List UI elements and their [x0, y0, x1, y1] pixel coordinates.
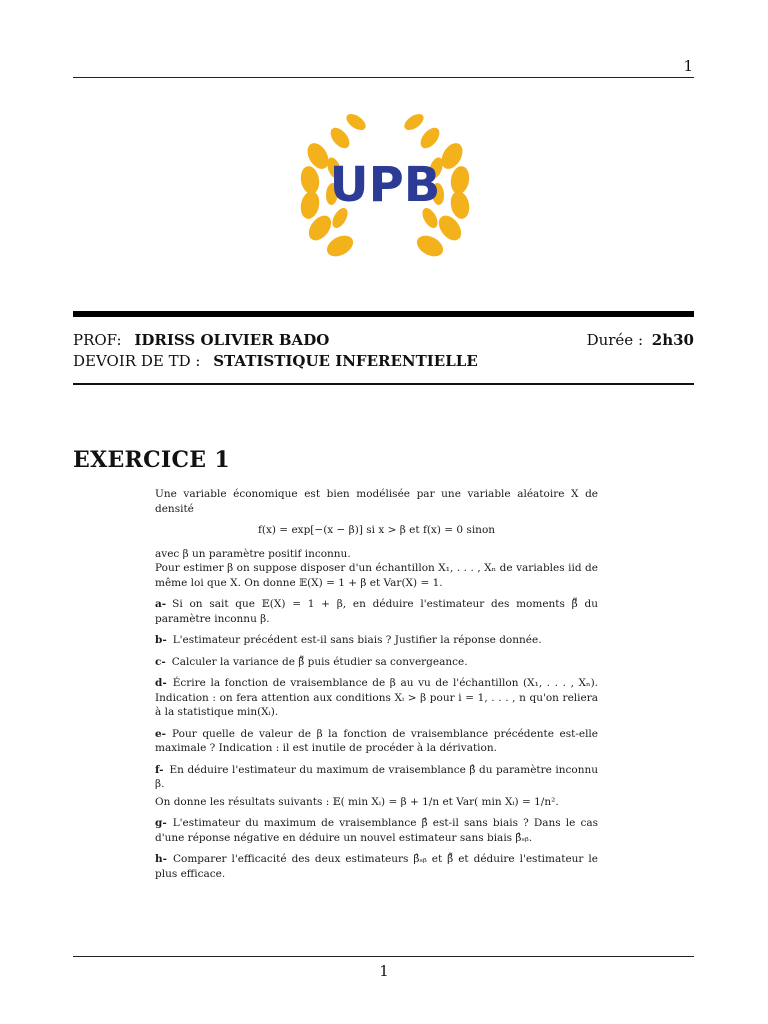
prof-name: IDRISS OLIVIER BADO — [134, 331, 330, 349]
question-a — [155, 597, 598, 626]
duration-block — [587, 331, 694, 349]
question-text: En déduire l'estimateur du maximum de vraisemblance β̂ du paramètre inconnu β. — [155, 763, 598, 790]
question-text: Calculer la variance de β̃̃ puis étudier sa convergeance. — [171, 655, 468, 668]
question-b — [155, 633, 598, 648]
param-text: avec β un paramètre positif inconnu. — [155, 547, 351, 560]
question-label: f- — [155, 763, 164, 776]
question-text: Pour quelle de valeur de β la fonction de vraisemblance précédente est-elle maximale ? Indication : il est inutile de procéder à la dérivation. — [155, 727, 598, 754]
question-label: h- — [155, 853, 167, 865]
page-number-top: 1 — [683, 57, 693, 75]
duration-value: 2h30 — [651, 331, 694, 349]
density-formula: f(x) = exp[−(x − β)] si x > β et f(x) = 0 sinon — [257, 524, 496, 536]
question-text: Comparer l'efficacité des deux estimateurs β̂ₛᵦ et β̃̃ et déduire l'estimateur le plus efficace. — [155, 853, 598, 880]
question-h — [155, 852, 598, 881]
upb-logo — [290, 108, 480, 268]
devoir-label: DEVOIR DE TD : — [73, 352, 201, 370]
question-text: On donne les résultats suivants : 𝔼( min Xᵢ) = β + 1/n et Var( min Xᵢ) = 1/n². — [155, 795, 559, 808]
exercise-title: EXERCICE 1 — [73, 447, 230, 473]
question-label: b- — [155, 634, 167, 646]
duration-label: Durée : — [586, 331, 643, 349]
question-text: Si on sait que 𝔼(X) = 1 + β, en déduire l'estimateur des moments β̃̃ du paramètre inconnu β. — [155, 598, 598, 625]
question-e — [155, 727, 598, 756]
question-label: c- — [155, 655, 166, 668]
sample-text: Pour estimer β on suppose disposer d'un échantillon X₁, . . . , Xₙ de variables iid de même loi que X. On donne 𝔼(X) = 1 + β et Var(X) = 1. — [155, 562, 598, 589]
question-label: e- — [155, 727, 167, 740]
question-text: Écrire la fonction de vraisemblance de β au vu de l'échantillon (X₁, . . . , Xₙ). Indication : on fera attention aux conditions Xᵢ > β pour i = 1, . . . , n qu'on reliera à la statistique min(Xᵢ). — [155, 677, 598, 718]
question-text: L'estimateur du maximum de vraisemblance β̂ est-il sans biais ? Dans le cas d'une réponse négative en déduire un nouvel estimateur sans biais β̂ₛᵦ. — [155, 817, 598, 844]
question-c — [155, 655, 598, 670]
prof-block — [73, 331, 329, 349]
question-g — [155, 816, 598, 845]
question-label: a- — [155, 598, 167, 610]
prof-label: PROF: — [73, 331, 122, 349]
question-text: L'estimateur précédent est-il sans biais ? Justifier la réponse donnée. — [172, 634, 542, 646]
question-label: g- — [155, 817, 167, 829]
exercise-intro: Une variable économique est bien modélisée par une variable aléatoire X de densité — [155, 488, 598, 515]
footer-rule — [73, 956, 694, 957]
devoir-value: STATISTIQUE INFERENTIELLE — [213, 352, 478, 370]
logo-text: UPB — [329, 157, 441, 213]
top-rule — [73, 77, 694, 78]
header-thick-rule — [73, 311, 694, 317]
exercise-body — [155, 487, 598, 888]
question-d — [155, 676, 598, 720]
given-results — [155, 795, 598, 810]
header-row-devoir — [73, 352, 694, 370]
question-f — [155, 763, 598, 792]
question-label: d- — [155, 677, 167, 689]
header-row-prof — [73, 331, 694, 349]
header-bottom-rule — [73, 383, 694, 385]
page-number-bottom: 1 — [379, 962, 389, 980]
